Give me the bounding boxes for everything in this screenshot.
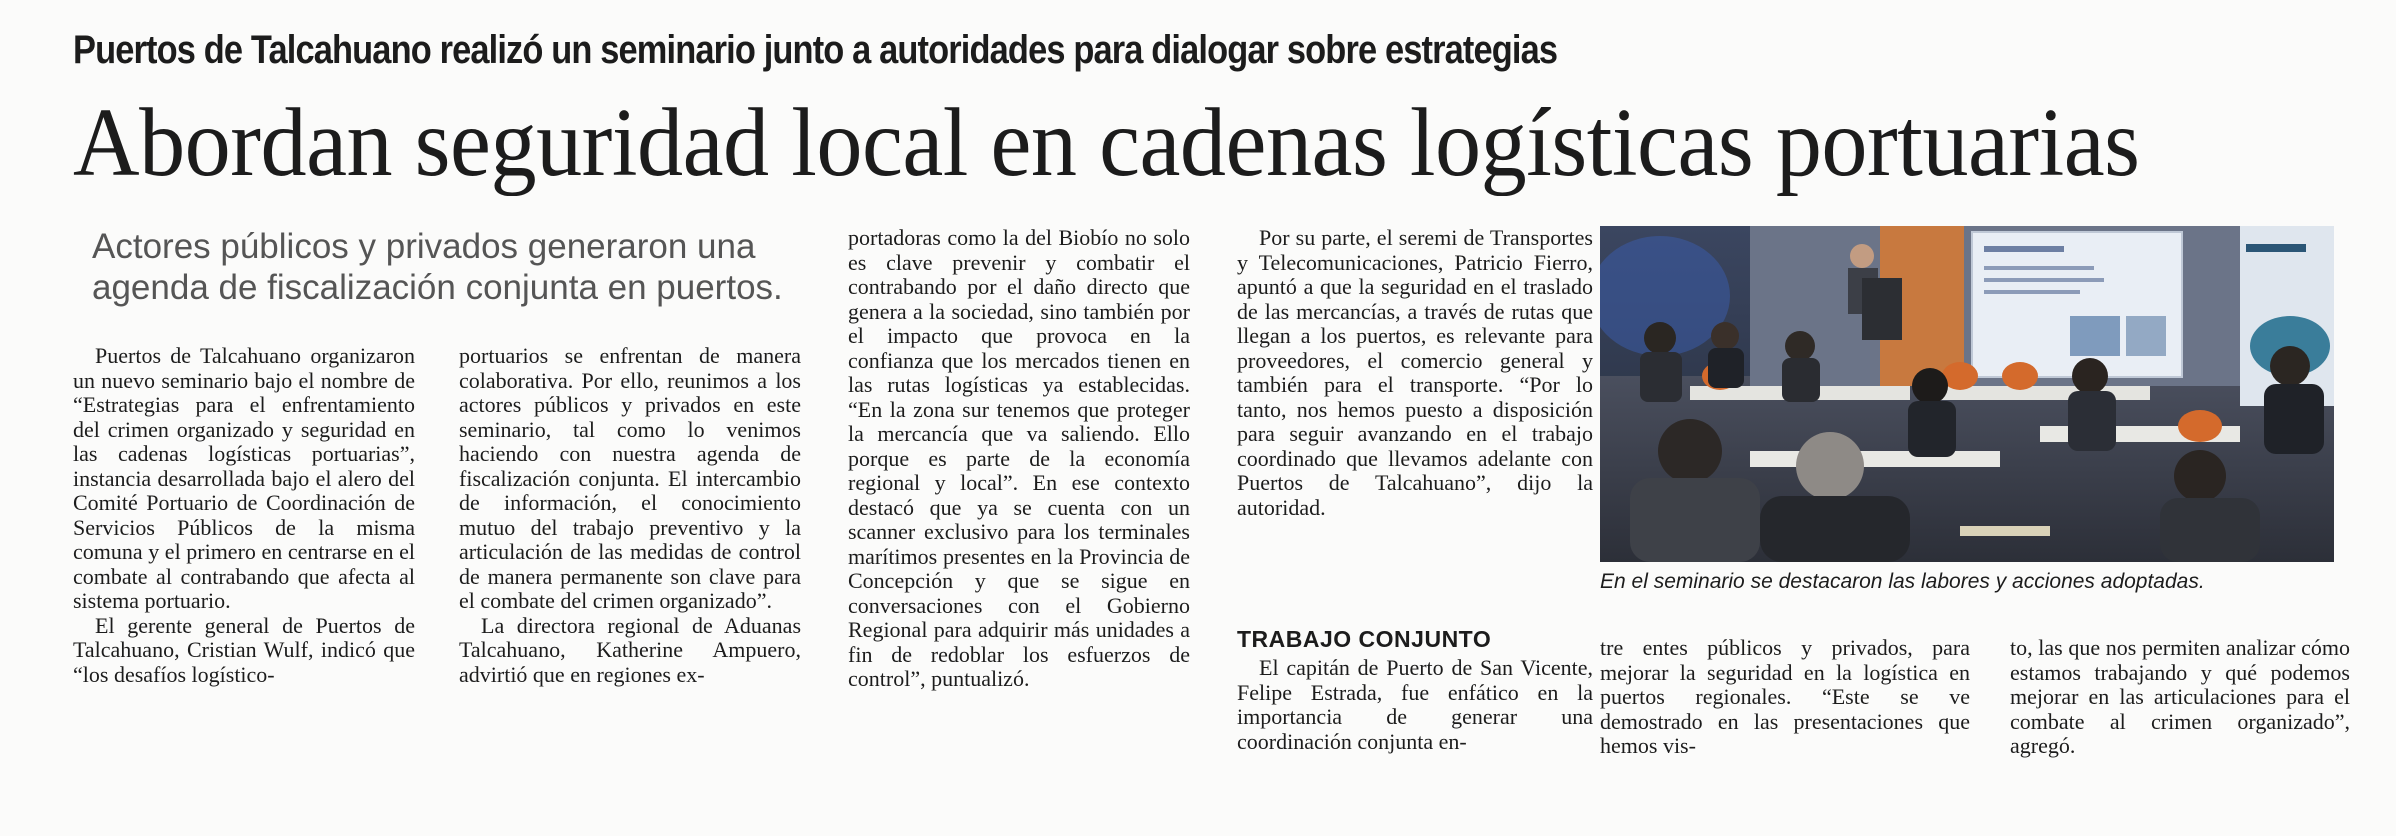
article-lead: Actores públicos y privados generaron una agenda de fiscalización conjunta en puertos. xyxy=(92,227,783,307)
body-column-3 xyxy=(848,226,1190,692)
paragraph: La directora regional de Aduanas Talcahuano, Katherine Ampuero, advirtió que en regiones ex- xyxy=(459,612,801,687)
photo-caption: En el seminario se destacaron las labores y acciones adoptadas. xyxy=(1600,570,2205,593)
paragraph: tre entes públicos y privados, para mejorar la seguridad en la logística en puertos regionales. “Este se ve demostrado en las presentaciones que hemos vis- xyxy=(1600,635,1970,758)
paragraph: El capitán de Puerto de San Vicente, Felipe Estrada, fue enfático en la importancia de generar una coordinación conjunta en- xyxy=(1237,655,1593,754)
article-headline: Abordan seguridad local en cadenas logísticas portuarias xyxy=(73,89,2140,196)
paragraph: Puertos de Talcahuano organizaron un nuevo seminario bajo el nombre de “Estrategias para el enfrentamiento del crimen organizado y seguridad en las cadenas logísticas portuarias”, instancia desarrollada bajo el alero del Comité Portuario de Coordinación de Servicios Públicos de la misma comuna y el primero en centrarse en el combate al contrabando que afecta al sistema portuario. xyxy=(73,343,415,613)
body-column-4-continued xyxy=(1237,656,1593,754)
body-column-4 xyxy=(1237,226,1593,520)
paragraph: portadoras como la del Biobío no solo es clave prevenir y combatir el contrabando por el daño directo que genera a la sociedad, sino también por el impacto que provoca en la confianza que los mercados tienen en las rutas logísticas ya establecidas. “En la zona sur tenemos que proteger la mercancía que va saliendo. Ello porque es parte de la economía regional y local”. En ese contexto destacó que ya se cuenta con un scanner exclusivo para los terminales marítimos presentes en la Provincia de Concepción y que se sigue en conversaciones con el Gobierno Regional para adquirir más unidades a fin de redoblar los esfuerzos de control”, puntualizó. xyxy=(848,225,1190,691)
paragraph: Por su parte, el seremi de Transportes y Telecomunicaciones, Patricio Fierro, apuntó a que la seguridad en el traslado de las mercancías, a través de rutas que llegan a los puertos, es relevante para proveedores, el comercio general y también para el transporte. “Por lo tanto, nos hemos puesto a disposición para seguir avanzando en el trabajo coordinado que llevamos adelante con Puertos de Talcahuano”, dijo la autoridad. xyxy=(1237,225,1593,520)
paragraph: portuarios se enfrentan de manera colaborativa. Por ello, reunimos a los actores públicos y privados en este seminario, tal como lo venimos haciendo con nuestra agenda de fiscalización conjunta. El intercambio de información, el conocimiento mutuo del trabajo preventivo y la articulación de las medidas de control de manera permanente son clave para el combate del crimen organizado”. xyxy=(459,343,801,613)
section-subhead: TRABAJO CONJUNTO xyxy=(1237,626,1492,652)
seminar-photo xyxy=(1600,226,2334,562)
paragraph: El gerente general de Puertos de Talcahuano, Cristian Wulf, indicó que “los desafíos logístico- xyxy=(73,612,415,687)
paragraph: to, las que nos permiten analizar cómo estamos trabajando y qué podemos mejorar en las articulaciones para el combate al crimen organizado”, agregó. xyxy=(2010,635,2350,758)
body-column-6 xyxy=(2010,636,2350,759)
article-kicker: Puertos de Talcahuano realizó un seminario junto a autoridades para dialogar sobre estrategias xyxy=(73,28,1558,72)
seminar-photo-illustration xyxy=(1600,226,2334,562)
body-column-2 xyxy=(459,344,801,687)
body-column-5 xyxy=(1600,636,1970,759)
body-column-1 xyxy=(73,344,415,687)
